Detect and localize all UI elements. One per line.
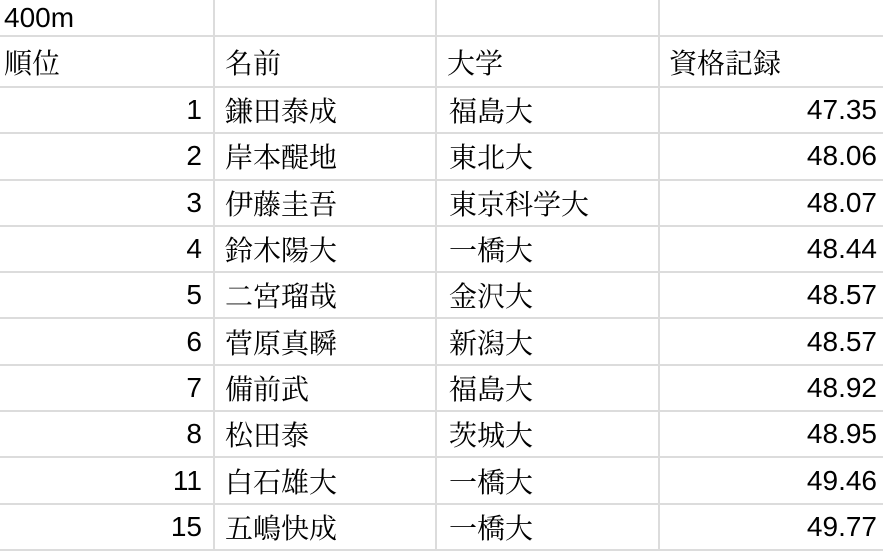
rank-cell: 4	[0, 227, 215, 273]
university-cell: 東北大	[437, 134, 660, 180]
name-cell: 白石雄大	[215, 458, 437, 504]
record-cell: 48.57	[660, 319, 883, 365]
record-cell: 48.06	[660, 134, 883, 180]
name-cell: 備前武	[215, 366, 437, 412]
university-cell: 一橋大	[437, 227, 660, 273]
rank-cell: 2	[0, 134, 215, 180]
rank-cell: 5	[0, 273, 215, 319]
name-cell: 鈴木陽大	[215, 227, 437, 273]
column-header-record: 資格記録	[660, 37, 883, 88]
rank-cell: 3	[0, 181, 215, 227]
empty-cell	[660, 0, 883, 37]
record-cell: 48.57	[660, 273, 883, 319]
column-header-rank: 順位	[0, 37, 215, 88]
university-cell: 金沢大	[437, 273, 660, 319]
name-cell: 二宮瑠哉	[215, 273, 437, 319]
university-cell: 一橋大	[437, 505, 660, 551]
record-cell: 49.46	[660, 458, 883, 504]
rank-cell: 1	[0, 88, 215, 134]
university-cell: 茨城大	[437, 412, 660, 458]
rank-cell: 7	[0, 366, 215, 412]
empty-cell	[437, 0, 660, 37]
record-cell: 48.07	[660, 181, 883, 227]
event-title-cell: 400m	[0, 0, 215, 37]
university-cell: 新潟大	[437, 319, 660, 365]
university-cell: 福島大	[437, 88, 660, 134]
rank-cell: 6	[0, 319, 215, 365]
record-cell: 48.92	[660, 366, 883, 412]
empty-cell	[215, 0, 437, 37]
name-cell: 岸本醍地	[215, 134, 437, 180]
name-cell: 鎌田泰成	[215, 88, 437, 134]
rank-cell: 15	[0, 505, 215, 551]
university-cell: 一橋大	[437, 458, 660, 504]
university-cell: 福島大	[437, 366, 660, 412]
name-cell: 菅原真瞬	[215, 319, 437, 365]
university-cell: 東京科学大	[437, 181, 660, 227]
column-header-university: 大学	[437, 37, 660, 88]
record-cell: 48.95	[660, 412, 883, 458]
name-cell: 五嶋快成	[215, 505, 437, 551]
record-cell: 49.77	[660, 505, 883, 551]
record-cell: 47.35	[660, 88, 883, 134]
name-cell: 松田泰	[215, 412, 437, 458]
column-header-name: 名前	[215, 37, 437, 88]
rank-cell: 8	[0, 412, 215, 458]
name-cell: 伊藤圭吾	[215, 181, 437, 227]
rank-cell: 11	[0, 458, 215, 504]
record-cell: 48.44	[660, 227, 883, 273]
